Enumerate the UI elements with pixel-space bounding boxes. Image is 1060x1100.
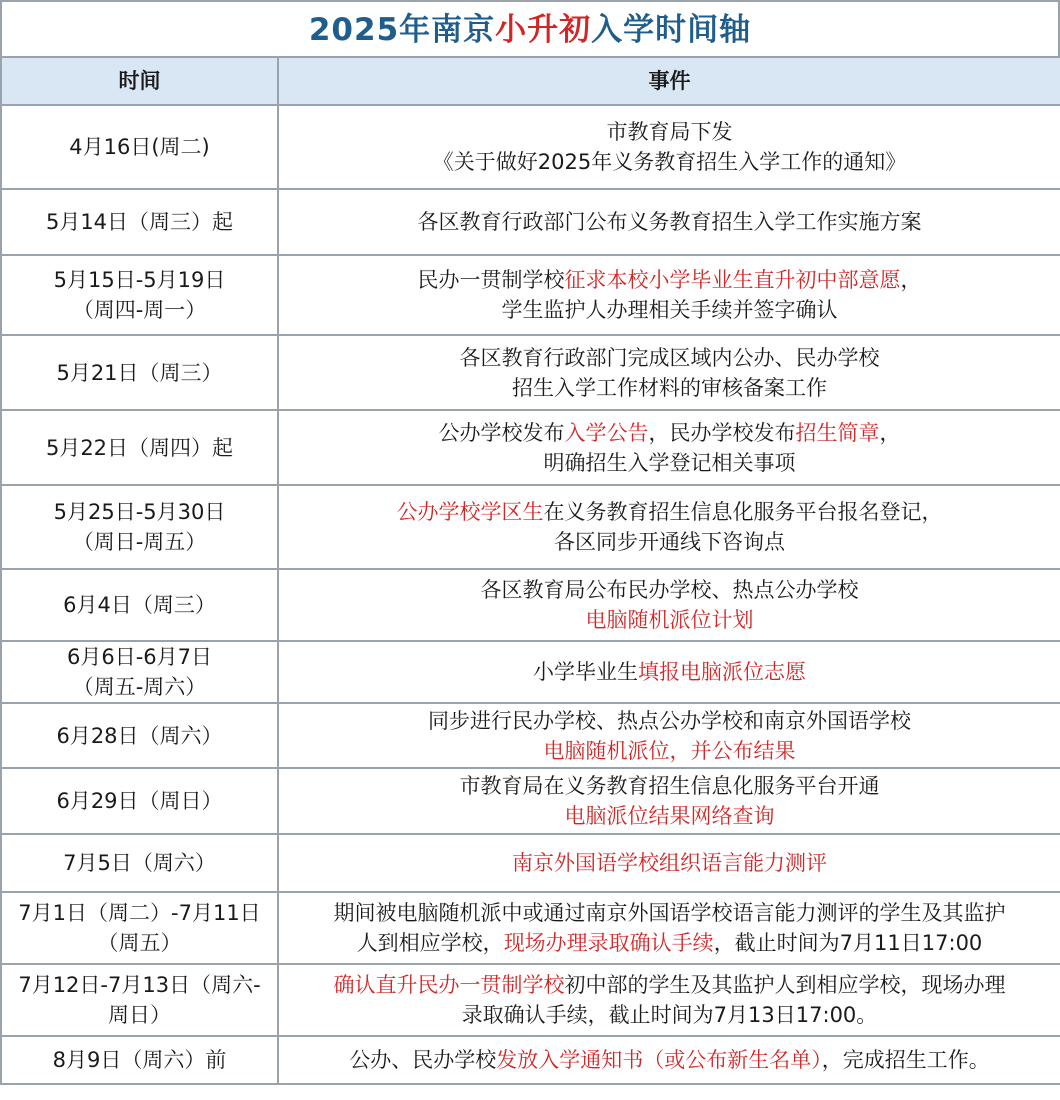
event-line <box>283 1045 1056 1075</box>
time-cell <box>1 410 278 485</box>
table-row <box>1 569 1060 641</box>
time-line: 7月1日（周二）-7月11日 <box>18 901 261 925</box>
event-line <box>283 605 1056 635</box>
event-cell <box>278 485 1060 569</box>
time-line: 6月28日（周六） <box>56 723 223 748</box>
event-line <box>283 848 1056 878</box>
event-line <box>283 265 1056 295</box>
event-cell <box>278 410 1060 485</box>
event-line <box>283 117 1056 147</box>
event-cell <box>278 189 1060 255</box>
table-row <box>1 768 1060 834</box>
event-text: ，民办学校发布 <box>648 420 796 445</box>
event-line <box>283 771 1056 801</box>
event-line <box>283 497 1056 527</box>
event-text: 各区同步开通线下咨询点 <box>554 530 785 554</box>
table-row <box>1 964 1060 1036</box>
time-cell <box>1 335 278 410</box>
table-row <box>1 410 1060 485</box>
event-line <box>283 418 1056 448</box>
event-cell <box>278 255 1060 335</box>
event-text: ， <box>879 420 901 445</box>
event-text: 市教育局下发 <box>606 120 733 144</box>
event-cell <box>278 569 1060 641</box>
event-text: 期间被电脑随机派中或通过南京外国语学校语言能力测评的学生及其监护 <box>333 901 1006 925</box>
event-line <box>283 295 1056 325</box>
page-title <box>0 0 1060 56</box>
event-highlight-text: 招生简章 <box>795 420 880 445</box>
event-line <box>283 1000 1056 1030</box>
event-line <box>283 970 1056 1000</box>
event-cell <box>278 641 1060 703</box>
event-cell <box>278 834 1060 892</box>
event-line <box>283 657 1056 687</box>
time-line: 7月12日-7月13日（周六- <box>18 973 261 997</box>
time-line: （周五-周六） <box>72 675 207 699</box>
table-row <box>1 892 1060 964</box>
event-text: ，截止时间为7月11日17:00 <box>713 931 983 955</box>
time-line: 4月16日(周二) <box>69 135 210 159</box>
event-text: ， <box>900 268 922 292</box>
table-row <box>1 1036 1060 1084</box>
time-cell <box>1 768 278 834</box>
time-line: 6月6日-6月7日 <box>66 645 213 669</box>
event-text: 公办学校发布 <box>438 420 565 445</box>
event-line <box>283 575 1056 605</box>
event-line <box>283 527 1056 557</box>
event-cell <box>278 703 1060 768</box>
time-line: （周五） <box>97 931 182 955</box>
table-row <box>1 105 1060 189</box>
header-event: 事件 <box>278 57 1060 105</box>
table-row <box>1 703 1060 768</box>
event-text: 招生入学工作材料的审核备案工作 <box>512 375 827 400</box>
time-line: 5月21日（周三） <box>56 360 223 385</box>
time-cell <box>1 569 278 641</box>
time-line: 5月14日（周三）起 <box>45 210 234 234</box>
time-cell <box>1 255 278 335</box>
event-cell <box>278 1036 1060 1084</box>
event-text: 同步进行民办学校、热点公办学校和南京外国语学校 <box>428 708 911 733</box>
event-text: 学生监护人办理相关手续并签字确认 <box>501 298 838 322</box>
table-row <box>1 485 1060 569</box>
event-highlight-text: 电脑随机派位，并公布结果 <box>543 738 796 763</box>
time-cell <box>1 485 278 569</box>
time-cell <box>1 189 278 255</box>
time-cell <box>1 641 278 703</box>
timeline-table <box>0 56 1060 1085</box>
event-line <box>283 373 1056 403</box>
event-line <box>283 801 1056 831</box>
event-highlight-text: 电脑随机派位计划 <box>585 608 754 632</box>
event-text: 各区教育行政部门公布义务教育招生入学工作实施方案 <box>417 210 922 234</box>
time-cell <box>1 834 278 892</box>
event-text: 民办一贯制学校 <box>417 268 565 292</box>
event-line <box>283 898 1056 928</box>
event-cell <box>278 892 1060 964</box>
time-line: 周日） <box>108 1003 171 1027</box>
header-time: 时间 <box>1 57 278 105</box>
event-highlight-text: 电脑派位结果网络查询 <box>564 804 775 828</box>
time-cell <box>1 703 278 768</box>
table-row <box>1 255 1060 335</box>
time-line: 5月22日（周四）起 <box>45 435 234 460</box>
event-text: 公办、民办学校 <box>349 1048 497 1072</box>
event-text: 人到相应学校， <box>356 931 504 955</box>
event-highlight-text: 现场办理录取确认手续 <box>503 931 714 955</box>
event-highlight-text: 填报电脑派位志愿 <box>638 660 806 684</box>
time-line: 6月4日（周三） <box>63 593 216 617</box>
table-row <box>1 189 1060 255</box>
event-text: 明确招生入学登记相关事项 <box>543 450 796 475</box>
event-highlight-text: 南京外国语学校组织语言能力测评 <box>512 851 827 875</box>
event-cell <box>278 335 1060 410</box>
time-line: （周四-周一） <box>72 298 207 322</box>
table-header-row <box>1 57 1060 105</box>
event-text: 录取确认手续，截止时间为7月13日17:00。 <box>461 1003 878 1027</box>
time-line: 7月5日（周六） <box>63 851 216 875</box>
time-line: 5月25日-5月30日 <box>53 500 226 524</box>
table-row <box>1 335 1060 410</box>
time-cell <box>1 105 278 189</box>
time-cell <box>1 1036 278 1084</box>
event-cell <box>278 768 1060 834</box>
event-highlight-text: 确认直升民办一贯制学校 <box>333 973 565 997</box>
event-line <box>283 928 1056 958</box>
time-line: （周日-周五） <box>72 530 207 554</box>
table-row <box>1 641 1060 703</box>
event-cell <box>278 964 1060 1036</box>
event-line <box>283 448 1056 478</box>
time-line: 5月15日-5月19日 <box>53 268 226 292</box>
event-line <box>283 343 1056 373</box>
event-text: 各区教育行政部门完成区域内公办、民办学校 <box>459 345 880 370</box>
title-suffix: 入学时间轴 <box>591 12 752 48</box>
event-highlight-text: 入学公告 <box>564 420 649 445</box>
event-text: 《关于做好2025年义务教育招生入学工作的通知》 <box>432 150 907 174</box>
time-cell <box>1 892 278 964</box>
event-line <box>283 147 1056 177</box>
table-row <box>1 834 1060 892</box>
event-cell <box>278 105 1060 189</box>
event-text: 在义务教育招生信息化服务平台报名登记， <box>543 500 943 524</box>
time-line: 8月9日（周六）前 <box>52 1048 227 1072</box>
event-line <box>283 736 1056 766</box>
title-prefix: 2025年南京 <box>308 12 496 48</box>
event-text: 小学毕业生 <box>533 660 638 684</box>
event-highlight-text: 发放入学通知书（或公布新生名单） <box>496 1048 822 1072</box>
event-highlight-text: 公办学校学区生 <box>396 500 544 524</box>
event-line <box>283 207 1056 237</box>
event-text: 市教育局在义务教育招生信息化服务平台开通 <box>459 774 880 798</box>
table-body <box>1 105 1060 1084</box>
time-line: 6月29日（周日） <box>56 789 223 813</box>
event-line <box>283 706 1056 736</box>
time-cell <box>1 964 278 1036</box>
event-text: 初中部的学生及其监护人到相应学校，现场办理 <box>564 973 1006 997</box>
event-text: 各区教育局公布民办学校、热点公办学校 <box>480 578 859 602</box>
title-highlight: 小升初 <box>495 12 592 48</box>
event-text: ，完成招生工作。 <box>821 1048 990 1072</box>
event-highlight-text: 征求本校小学毕业生直升初中部意愿 <box>564 268 901 292</box>
